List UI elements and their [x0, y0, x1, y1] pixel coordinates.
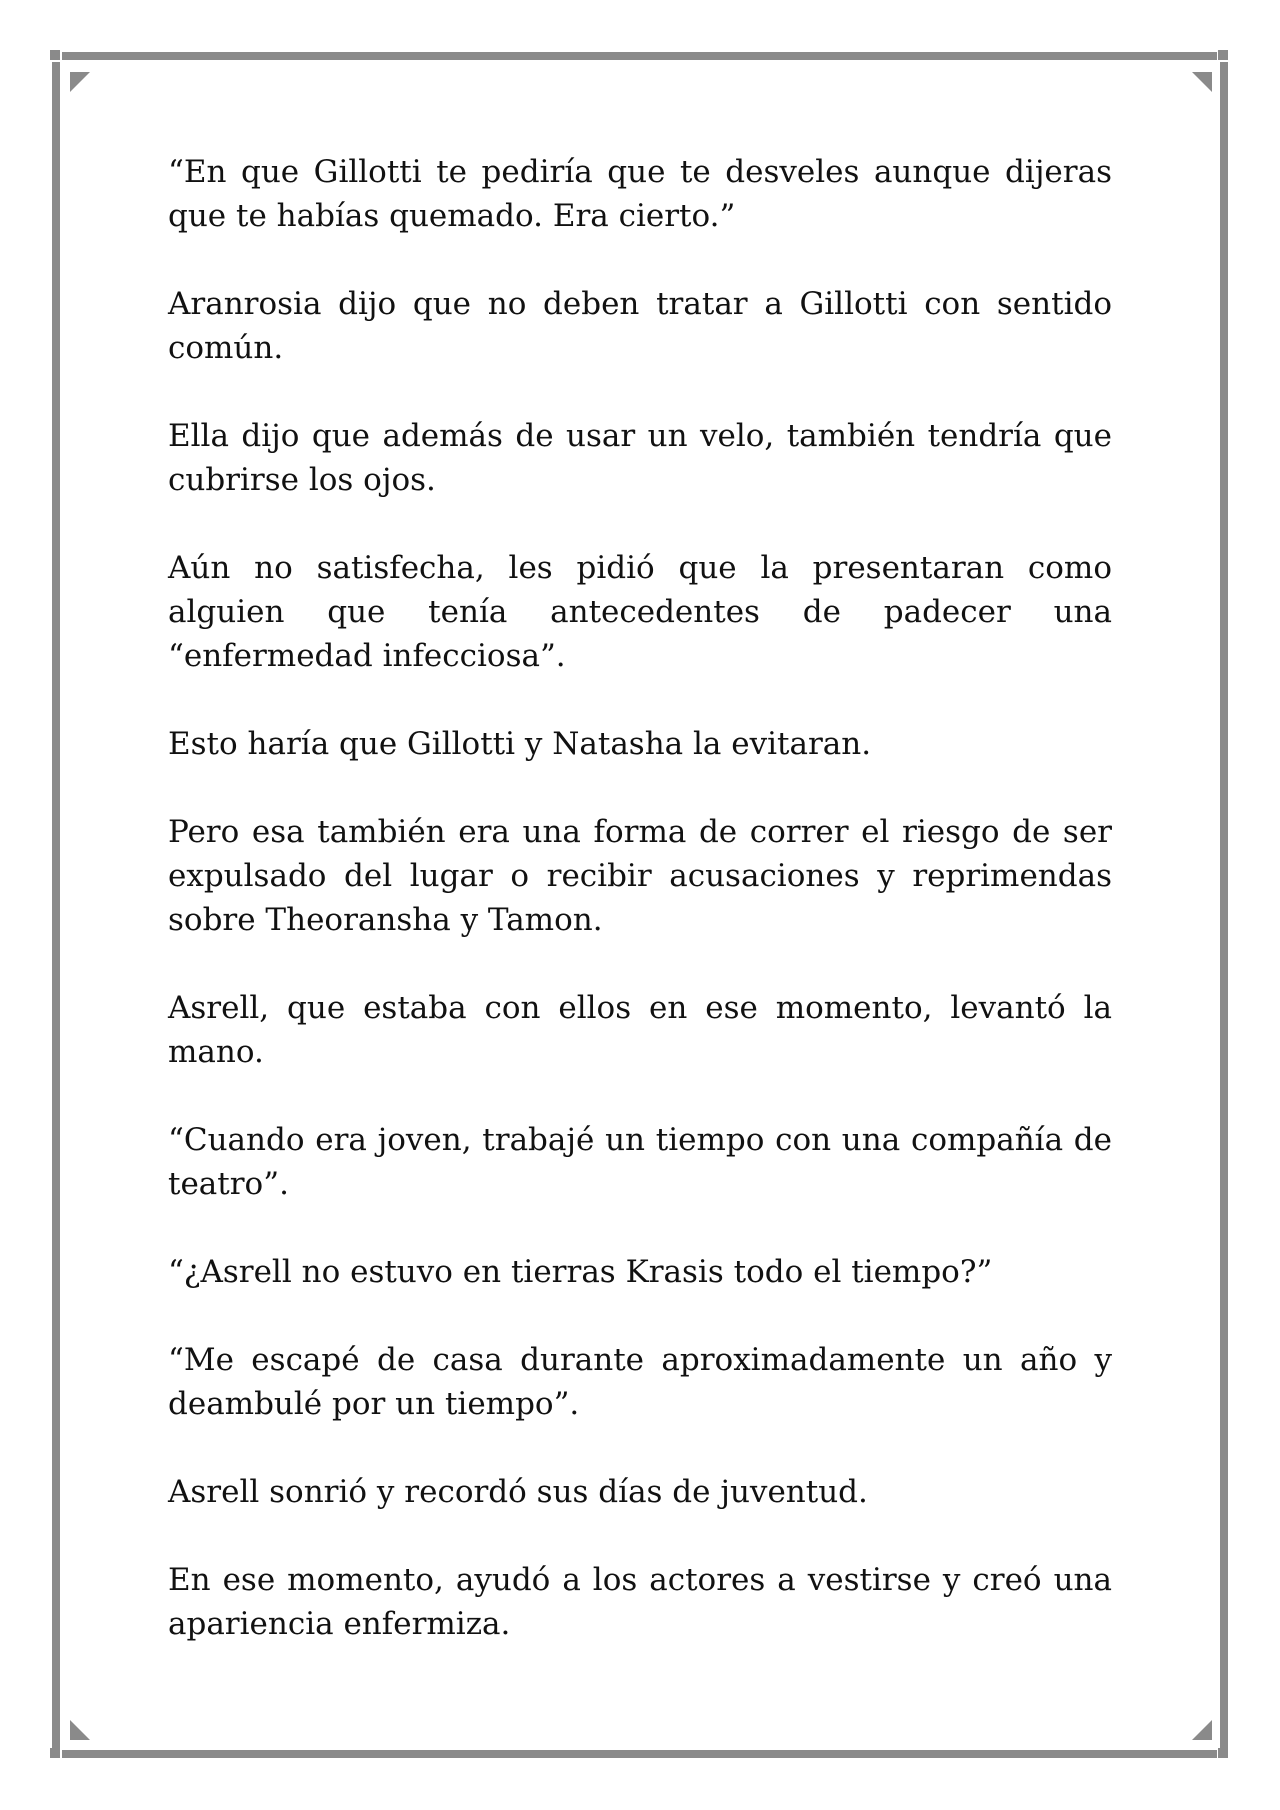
frame-left-border [52, 62, 60, 1752]
corner-triangle-bottom-left [70, 1720, 90, 1740]
corner-ornament-top-left [50, 50, 60, 60]
corner-ornament-bottom-left [50, 1748, 60, 1758]
paragraph: “Me escapé de casa durante aproximadamente un año y deambulé por un tiempo”. [168, 1342, 1112, 1422]
paragraph: Aranrosia dijo que no deben tratar a Gillotti con sentido común. [168, 286, 1112, 366]
corner-triangle-top-right [1192, 72, 1212, 92]
paragraph: “Cuando era joven, trabajé un tiempo con una compañía de teatro”. [168, 1122, 1112, 1202]
corner-triangle-bottom-right [1192, 1720, 1212, 1740]
corner-ornament-bottom-right [1218, 1748, 1228, 1758]
paragraph: Asrell, que estaba con ellos en ese momento, levantó la mano. [168, 990, 1112, 1070]
corner-ornament-top-right [1218, 50, 1228, 60]
paragraph: “¿Asrell no estuvo en tierras Krasis todo el tiempo?” [168, 1254, 993, 1290]
frame-bottom-border [62, 1750, 1217, 1758]
paragraph: En ese momento, ayudó a los actores a vestirse y creó una apariencia enfermiza. [168, 1562, 1112, 1642]
frame-right-border [1220, 62, 1228, 1752]
paragraph: Asrell sonrió y recordó sus días de juventud. [168, 1474, 868, 1510]
frame-top-border [62, 52, 1217, 60]
paragraph: Aún no satisfecha, les pidió que la presentaran como alguien que tenía antecedentes de padecer una “enfermedad infecciosa”. [168, 550, 1112, 674]
document-body [168, 150, 1112, 1690]
paragraph: “En que Gillotti te pediría que te desveles aunque dijeras que te habías quemado. Era cierto.” [168, 154, 1112, 234]
corner-triangle-top-left [70, 72, 90, 92]
paragraph: Ella dijo que además de usar un velo, también tendría que cubrirse los ojos. [168, 418, 1112, 498]
paragraph: Esto haría que Gillotti y Natasha la evitaran. [168, 726, 872, 762]
paragraph: Pero esa también era una forma de correr el riesgo de ser expulsado del lugar o recibir acusaciones y reprimendas sobre Theoransha y Tamon. [168, 814, 1112, 938]
